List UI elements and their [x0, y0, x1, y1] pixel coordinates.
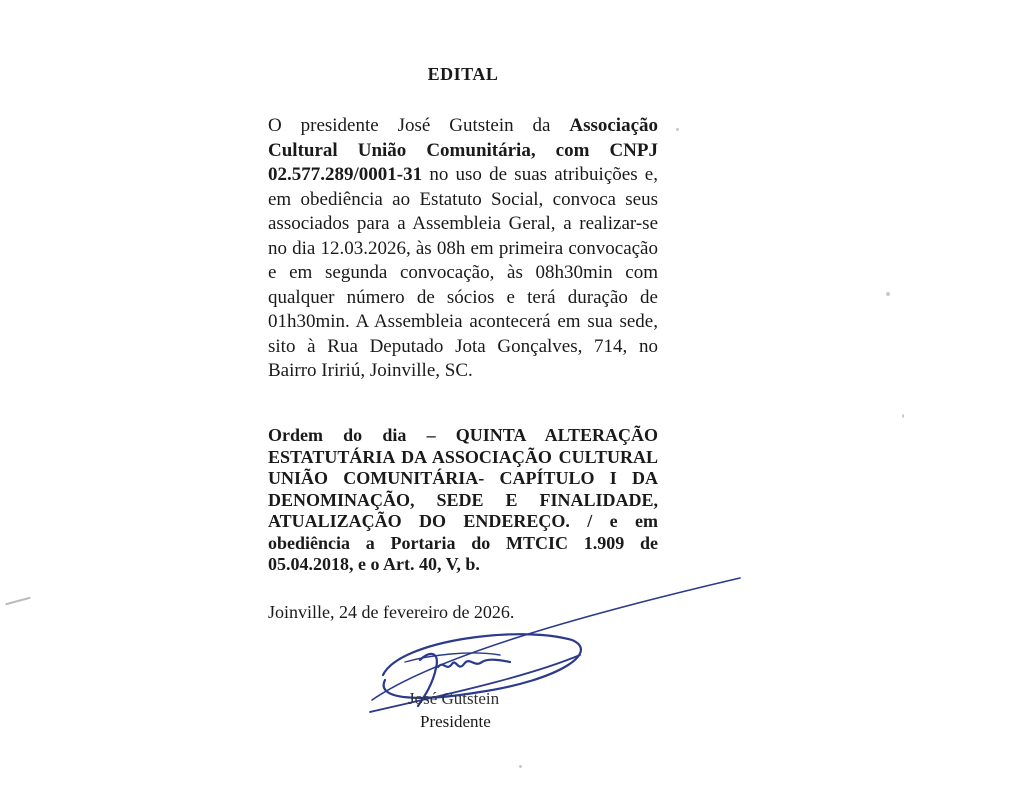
document-title: EDITAL: [427, 64, 499, 84]
agenda-paragraph: Ordem do dia – QUINTA ALTERAÇÃO ESTATUTÁRIA DA ASSOCIAÇÃO CULTURAL UNIÃO COMUNITÁRIA- CAPÍTULO I DA DENOMINAÇÃO, SEDE E FINALIDADE, ATUALIZAÇÃO DO ENDEREÇO. / e em obediência a Portaria do MTCIC 1.909 de 05.04.2018, e o Art. 40, V, b.: [268, 425, 658, 574]
scan-speck: [676, 128, 679, 131]
intro-text-start: O presidente José Gutstein da: [268, 115, 570, 136]
scan-speck: [519, 765, 522, 768]
signer-name: José Gutstein: [408, 689, 500, 708]
place-and-date: Joinville, 24 de fevereiro de 2026.: [268, 602, 515, 622]
scan-speck: [902, 414, 904, 418]
intro-text-rest: no uso de suas atribuições e, em obediência ao Estatuto Social, convoca seus associados para a Assembleia Geral, a realizar-se no dia 12.03.2026, às 08h em primeira convocação e em segunda convocação, às 08h30min com qualquer número de sócios e terá duração de 01h30min. A Assembleia acontecerá em sua sede, sito à Rua Deputado Jota Gonçalves, 714, no Bairro Iririú, Joinville, SC.: [268, 164, 658, 381]
scan-speck: [886, 292, 890, 296]
signer-role: Presidente: [420, 712, 491, 731]
scan-speck: [5, 597, 31, 606]
convocation-paragraph: [268, 114, 658, 384]
association-name-cnpj: Associação Cultural União Comunitária, com CNPJ 02.577.289/0001-31: [268, 115, 658, 185]
